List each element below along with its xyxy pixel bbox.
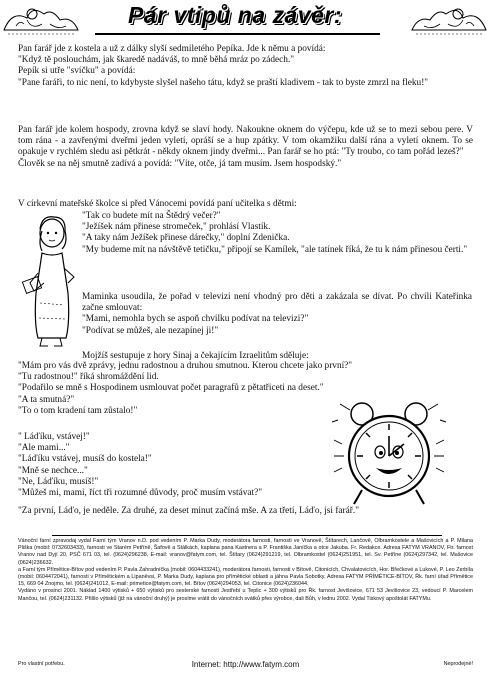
joke-5-line: "Tu radostnou!" říká shromáždění lid. (18, 372, 159, 383)
joke-5-line: "A ta smutná?" (18, 394, 75, 405)
joke-3-dialogue (82, 211, 472, 256)
joke-6-line: "Láďíku vstávej, musíš do kostela!" (18, 454, 152, 465)
footer-paragraph: Vánoční farní zpravodaj vydal Farní tým Vranov n.D. pod vedením P. Marka Dudy, moderátora farnosti, farnosti ve Vranově, Štítarech, Lančově, Olbramkostele a Mašovicích a P. Milana Pliška (mobil: 0732603433), farnosti ve Starém Petříně, Šafově a Stálkách, kaplana pana Kastnera a P. Františka Janíčka a otce Jakuba. Fr. Redakce. Adresa FATYM VRANOV, Ftr. farnost Vranov nad Dyjí 20, PSČ 671 03, tel. (0624)296238, E-mail: vranov@fatym.com, tel. Štítary (0624)291219, tel. Olbramkostel (0624)251951, tel. Sv. Petříne (0624)297342, tel. Mašovice (0624)236632. (18, 538, 473, 566)
alarm-clock-illustration-icon (332, 400, 447, 508)
joke-1-line: Pepík si utře "svíčku" a povídá: (18, 66, 136, 77)
joke-1 (18, 44, 473, 89)
joke-2 (18, 125, 473, 170)
joke-3-line: "A taky nám Ježíšek přinese dárečky," doplní Zdenička. (82, 233, 290, 244)
joke-3-intro: V církevní mateřské školce si před Vánocemi povídá paní učitelka s dětmi: (18, 199, 297, 209)
joke-5-line: "To o tom kradení tam zůstalo!" (18, 405, 138, 416)
joke-5-line: "Podařilo se mně s Hospodinem usmlouvat počet paragrafů z pětatřiceti na deset." (18, 383, 324, 394)
joke-1-line: "Pane faráři, to nic není, to kdybyste slyšel našeho tátu, když se praští kladivem - tak to byste zmrzl na fleku!" (18, 77, 429, 88)
footer-divider (52, 535, 442, 536)
joke-3-line: "My budeme mít na návštěvě tetičku," připojí se Kamílek, "ale tatínek říká, že tu k nám přinesou čerti." (82, 244, 468, 255)
page-title: Pár vtipů na závěr: (127, 2, 343, 28)
joke-1-line: "Když tě poslouchám, jak škaredě nadáváš, to mně běhá mráz po zádech." (18, 55, 295, 66)
angel-decoration-right-icon (408, 0, 488, 40)
teacher-illustration-icon (20, 213, 82, 348)
joke-6-line: "Ne, Láďíku, musíš!" (18, 476, 99, 487)
joke-4-line: "Mami, nemohla bych se aspoň chvilku podívat na televizi?" (82, 314, 309, 325)
footer-bottom-bar (18, 661, 473, 671)
footer-usage-note: Pro vlastní potřebu. (18, 661, 65, 667)
footer-not-for-sale: Neprodejné! (443, 661, 473, 667)
header (0, 0, 490, 42)
joke-6-line: "Ale mami..." (18, 443, 70, 454)
joke-1-line: Pan farář jde z kostela a už z dálky slyší sedmiletého Pepíka. Jde k němu a povídá: (18, 44, 326, 54)
joke-6-punchline: "Za první, Láďo, je neděle. Za druhé, za deset minut začíná mše. A za třetí, Láďo, jsi farář." (18, 506, 359, 516)
joke-2-line: Pan farář jde kolem hospody, zrovna když se slaví hody. Nakoukne oknem do výčepu, kde už se to mezi sebou pere. V tom rána - a zavřenými dveřmi jeden vyletí, opráší se a hup zpátky. V tom okamžiku další rána a vyletí oknem. To se opakuje v rychlém sledu asi pětkrát - někdy oknem jindy dveřmi... Pan farář se ho ptá: "Ty troubo, co tam pořád lezeš?" (18, 125, 473, 158)
joke-5-intro: Mojžíš sestupuje z hory Sinaj a čekajícím Izraelitům sděluje: (82, 351, 309, 361)
joke-3-line: "Tak co budete mít na Štědrý večer?" (82, 211, 221, 221)
footer-info (18, 538, 473, 603)
joke-6-line: " Láďíku, vstávej!" (18, 432, 90, 442)
title-underline (95, 33, 380, 35)
angel-decoration-left-icon (2, 0, 82, 40)
joke-4 (82, 292, 472, 337)
joke-5-line: "Mám pro vás dvě zprávy, jednu radostnou a druhou smutnou. Kterou chcete jako první?" (18, 361, 353, 371)
footer-paragraph: Vydáno v prosinci 2001. Náklad 1400 výtisků + 650 výtisků pro sesterské farnosti Jestřebí u Teplic + 300 výtisků pro Řk. farnost Jevišovice, 671 53 Jevišovice 23, vedoucí P. Marcelem Mančou, tel. (0624)231132. Přišlo výtisků (již na vánoční druhý) je prosíme vrátit do vánočních svátků přes výrobce, dali Bůh, v lednu 2002. Vydal Tiskový apoštolát FATYMu. (18, 588, 473, 602)
footer-internet-link[interactable]: Internet: http://www.fatym.com (191, 660, 300, 669)
joke-2-line: Člověk se na něj smutně zadívá a povídá: "Víte, otče, já tam musím. Jsem hospodský." (18, 158, 342, 169)
joke-6-line: "Můžeš mi, mami, říct tři rozumné důvody, proč musím vstávat?" (18, 488, 263, 499)
joke-4-line: "Podívat se můžeš, ale nezapínej ji!" (82, 325, 219, 336)
joke-6-line: "Mně se nechce..." (18, 465, 88, 476)
joke-4-line: Maminka usoudila, že pořad v televizi není vhodný pro děti a zakázala se dívat. Po chvíli Kateřinka začne smlouvat: (82, 292, 472, 314)
footer-paragraph: a Farní tým Přímětice-Bítov pod vedením P. Pavla Zahradníčka (mobil: 0604433241), moderátora farnosti, farnosti v Bítově, Citonicích, Chvalatovicích, Hor. Břečkové a Lukové, P. Leo Zerbíla (mobil: 0604472041), farnosti v Přímětickém a Lipaněvsi, P. Marka Dudy, kaplana pro přímětické oblasti a jáhna Pavla Sobotky. Adresa FATYM PŘÍMĚTICE-BÍTOV, Řk. farní úřad Přímětice 15, 669 04 Znojmo, tel. (0624)241012, E-mail: primetice@fatym.com, tel. Bítov (0624)294053, tel. Citonice (0624)236044. (18, 566, 473, 588)
joke-3-line: "Ježíšek nám přinese stromeček," prohlásí Vlastík. (82, 222, 271, 233)
